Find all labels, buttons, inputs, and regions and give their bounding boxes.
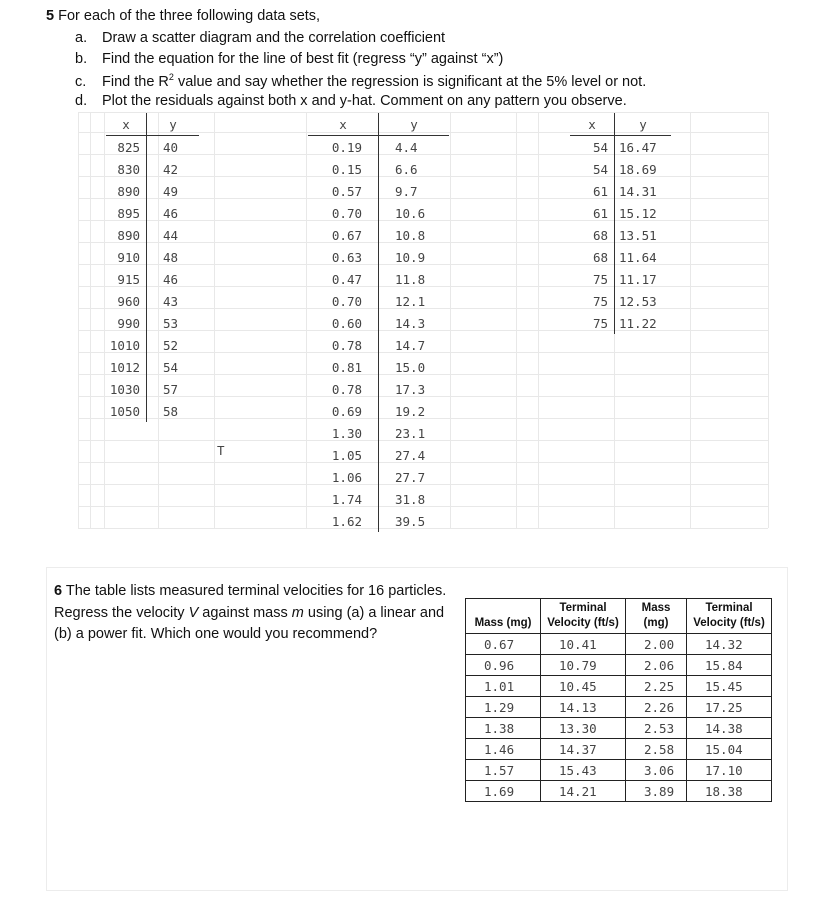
table-row (570, 246, 671, 268)
mass-cell: 1.01 (466, 676, 541, 697)
x-value: 0.70 (308, 290, 379, 312)
velocity-cell: 10.41 (541, 634, 626, 655)
table-row (106, 400, 199, 422)
table-row (308, 444, 449, 466)
table-row (308, 510, 449, 532)
q6-var-m: m (291, 604, 304, 621)
q6-text: using (a) a linear and (b) a power fit. Which one would you recommend? (54, 604, 445, 642)
x-value: 830 (106, 158, 147, 180)
data-set-3-table (570, 113, 671, 334)
mass-cell: 3.06 (626, 760, 687, 781)
x-value: 1050 (106, 400, 147, 422)
velocity-header-2 (687, 599, 772, 634)
y-value: 46 (163, 271, 179, 287)
velocity-cell: 10.45 (541, 676, 626, 697)
velocity-cell: 18.38 (687, 781, 772, 802)
y-value: 15.0 (395, 359, 426, 375)
y-value: 15.12 (619, 205, 657, 221)
y-value: 12.53 (619, 293, 657, 309)
x-value: 61 (570, 202, 615, 224)
y-value: 10.6 (395, 205, 426, 221)
y-value: 53 (163, 315, 179, 331)
x-value: 54 (570, 158, 615, 180)
y-value: 11.22 (619, 315, 657, 331)
velocity-cell: 14.32 (687, 634, 772, 655)
q5-item-a (75, 30, 445, 46)
q6-text: The table lists measured terminal velocities for 16 particles. Regress the velocity (54, 583, 447, 621)
mass-cell: 1.69 (466, 781, 541, 802)
y-value: 11.64 (619, 249, 657, 265)
data-set-1-table (106, 113, 199, 422)
x-value: 895 (106, 202, 147, 224)
mass-cell: 2.26 (626, 697, 687, 718)
header-line: Velocity (ft/s) (547, 617, 619, 629)
velocity-table (465, 598, 772, 802)
x-value: 825 (106, 136, 147, 159)
x-value: 1.05 (308, 444, 379, 466)
mass-cell: 2.58 (626, 739, 687, 760)
x-value: 0.78 (308, 334, 379, 356)
y-value: 57 (163, 381, 179, 397)
velocity-cell: 15.45 (687, 676, 772, 697)
x-value: 0.70 (308, 202, 379, 224)
table-row (308, 158, 449, 180)
col-y-header: y (615, 113, 672, 136)
x-value: 0.78 (308, 378, 379, 400)
x-value: 0.19 (308, 136, 379, 159)
table-row (570, 312, 671, 334)
table-row (106, 290, 199, 312)
mass-cell: 2.25 (626, 676, 687, 697)
mass-cell: 2.53 (626, 718, 687, 739)
col-y-header: y (147, 113, 200, 136)
q5-item-c (75, 72, 646, 90)
mass-cell: 1.46 (466, 739, 541, 760)
x-value: 910 (106, 246, 147, 268)
x-value: 1030 (106, 378, 147, 400)
y-value: 14.31 (619, 183, 657, 199)
x-value: 0.57 (308, 180, 379, 202)
velocity-cell: 14.13 (541, 697, 626, 718)
x-value: 890 (106, 180, 147, 202)
q5-item-sup: 2 (168, 72, 174, 82)
table-row (570, 224, 671, 246)
x-value: 75 (570, 268, 615, 290)
table-row (308, 400, 449, 422)
y-value: 6.6 (395, 161, 418, 177)
table-row (106, 180, 199, 202)
mass-cell: 1.38 (466, 718, 541, 739)
q5-item-letter: c. (75, 73, 87, 90)
x-value: 915 (106, 268, 147, 290)
col-x-header: x (106, 113, 147, 136)
x-value: 1012 (106, 356, 147, 378)
table-row (570, 136, 671, 159)
q6-text: against mass (198, 604, 292, 621)
x-value: 68 (570, 224, 615, 246)
y-value: 11.8 (395, 271, 426, 287)
header-line: Terminal (559, 602, 607, 614)
header-line: Velocity (ft/s) (693, 617, 765, 629)
mass-cell: 1.57 (466, 760, 541, 781)
q6-var-v: V (188, 604, 199, 621)
y-value: 19.2 (395, 403, 426, 419)
y-value: 46 (163, 205, 179, 221)
mass-cell: 3.89 (626, 781, 687, 802)
velocity-cell: 14.21 (541, 781, 626, 802)
y-value: 4.4 (395, 139, 418, 155)
y-value: 17.3 (395, 381, 426, 397)
y-value: 42 (163, 161, 179, 177)
y-value: 18.69 (619, 161, 657, 177)
x-value: 68 (570, 246, 615, 268)
table-row (308, 136, 449, 159)
q5-number: 5 (46, 8, 55, 24)
table-row (106, 246, 199, 268)
table-row (466, 634, 772, 655)
table-row (106, 334, 199, 356)
x-value: 0.81 (308, 356, 379, 378)
mass-cell: 1.29 (466, 697, 541, 718)
table-row (106, 136, 199, 159)
table-row (308, 180, 449, 202)
table-row (466, 676, 772, 697)
table-row (308, 356, 449, 378)
y-value: 27.4 (395, 447, 426, 463)
table-row (106, 158, 199, 180)
y-value: 23.1 (395, 425, 426, 441)
x-value: 0.69 (308, 400, 379, 422)
col-x-header: x (308, 113, 379, 136)
mass-header-2 (626, 599, 687, 634)
velocity-cell: 15.04 (687, 739, 772, 760)
table-row (570, 158, 671, 180)
table-row (308, 268, 449, 290)
q5-intro-line (46, 8, 320, 24)
velocity-cell: 17.10 (687, 760, 772, 781)
y-value: 31.8 (395, 491, 426, 507)
table-row (308, 422, 449, 444)
x-value: 1.30 (308, 422, 379, 444)
mass-cell: 2.00 (626, 634, 687, 655)
table-row (570, 290, 671, 312)
table-row (570, 268, 671, 290)
y-value: 54 (163, 359, 179, 375)
mass-cell: 0.67 (466, 634, 541, 655)
header-line: Mass (641, 602, 671, 614)
data-set-2-table (308, 113, 449, 532)
y-value: 12.1 (395, 293, 426, 309)
velocity-cell: 17.25 (687, 697, 772, 718)
table-row (308, 378, 449, 400)
x-value: 0.47 (308, 268, 379, 290)
q6-prompt (54, 581, 454, 646)
header-line: (mg) (643, 617, 669, 629)
y-value: 48 (163, 249, 179, 265)
y-value: 52 (163, 337, 179, 353)
velocity-cell: 14.38 (687, 718, 772, 739)
velocity-cell: 14.37 (541, 739, 626, 760)
table-row (466, 760, 772, 781)
q5-item-text: Plot the residuals against both x and y-hat. Comment on any pattern you observe. (102, 93, 627, 109)
table-row (106, 268, 199, 290)
y-value: 10.8 (395, 227, 426, 243)
q5-intro: For each of the three following data sets, (58, 8, 321, 24)
x-value: 1.06 (308, 466, 379, 488)
mass-cell: 2.06 (626, 655, 687, 676)
table-row (106, 378, 199, 400)
x-value: 1.74 (308, 488, 379, 510)
q5-item-letter: a. (75, 30, 88, 46)
header-line: Terminal (705, 602, 753, 614)
x-value: 0.63 (308, 246, 379, 268)
q6-number: 6 (54, 583, 63, 599)
q5-item-text: Find the equation for the line of best fit (regress “y” against “x”) (102, 51, 504, 67)
table-row (570, 202, 671, 224)
y-value: 9.7 (395, 183, 418, 199)
y-value: 49 (163, 183, 179, 199)
y-value: 10.9 (395, 249, 426, 265)
velocity-cell: 10.79 (541, 655, 626, 676)
q5-item-letter: d. (75, 93, 88, 109)
table-row (466, 718, 772, 739)
table-row (466, 781, 772, 802)
y-value: 14.7 (395, 337, 426, 353)
y-value: 44 (163, 227, 179, 243)
x-value: 0.67 (308, 224, 379, 246)
y-value: 58 (163, 403, 179, 419)
mass-cell: 0.96 (466, 655, 541, 676)
table-row (466, 655, 772, 676)
x-value: 0.15 (308, 158, 379, 180)
table-row (308, 202, 449, 224)
stray-mark: T (217, 443, 225, 458)
x-value: 75 (570, 290, 615, 312)
col-y-header: y (379, 113, 450, 136)
q5-item-text: Find the R (102, 73, 169, 90)
x-value: 1.62 (308, 510, 379, 532)
q5-item-letter: b. (75, 51, 88, 67)
x-value: 0.60 (308, 312, 379, 334)
x-value: 61 (570, 180, 615, 202)
table-row (466, 697, 772, 718)
q5-item-text: Draw a scatter diagram and the correlation coefficient (102, 30, 446, 46)
velocity-cell: 13.30 (541, 718, 626, 739)
table-row (308, 246, 449, 268)
q5-item-b (75, 51, 503, 67)
q5-item-d (75, 93, 627, 109)
table-row (308, 312, 449, 334)
x-value: 75 (570, 312, 615, 334)
y-value: 16.47 (619, 139, 657, 155)
table-row (106, 202, 199, 224)
velocity-cell: 15.43 (541, 760, 626, 781)
x-value: 960 (106, 290, 147, 312)
table-row (570, 180, 671, 202)
col-x-header: x (570, 113, 615, 136)
y-value: 11.17 (619, 271, 657, 287)
mass-header-1: Mass (mg) (466, 599, 541, 634)
velocity-header-1 (541, 599, 626, 634)
y-value: 14.3 (395, 315, 426, 331)
x-value: 1010 (106, 334, 147, 356)
velocity-cell: 15.84 (687, 655, 772, 676)
table-row (466, 739, 772, 760)
x-value: 54 (570, 136, 615, 159)
y-value: 40 (163, 139, 179, 155)
x-value: 990 (106, 312, 147, 334)
table-row (106, 356, 199, 378)
table-row (308, 334, 449, 356)
table-row (308, 466, 449, 488)
x-value: 890 (106, 224, 147, 246)
y-value: 39.5 (395, 513, 426, 529)
table-row (308, 488, 449, 510)
y-value: 13.51 (619, 227, 657, 243)
table-row (106, 312, 199, 334)
table-row (308, 290, 449, 312)
y-value: 43 (163, 293, 179, 309)
y-value: 27.7 (395, 469, 426, 485)
table-row (106, 224, 199, 246)
q5-item-text-post: value and say whether the regression is significant at the 5% level or not. (173, 73, 647, 90)
table-row (308, 224, 449, 246)
